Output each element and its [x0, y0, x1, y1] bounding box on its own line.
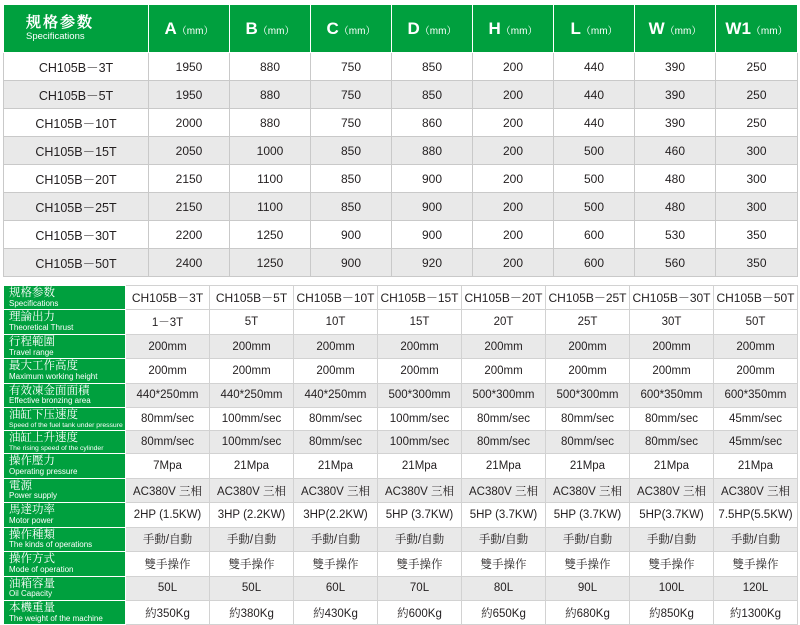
cell-b: 1250 — [230, 249, 311, 277]
cell-c: 900 — [311, 249, 392, 277]
cell-h: 200 — [473, 221, 554, 249]
cell-w: 390 — [635, 109, 716, 137]
dimensions-table-body — [4, 53, 798, 277]
spec-label-cn: 油缸上升速度 — [9, 432, 78, 445]
spec-value: 雙手操作 — [126, 552, 210, 576]
spec-label-cn: 油缸下压速度 — [9, 409, 78, 422]
spec-row-travel-range — [4, 334, 798, 358]
spec-label-en: Oil Capacity — [9, 589, 53, 599]
spec-label — [4, 478, 126, 502]
spec-value: 50T — [714, 310, 798, 334]
spec-value: AC380V 三相 — [714, 478, 798, 502]
spec-value: 1－3T — [126, 310, 210, 334]
spec-value: AC380V 三相 — [630, 478, 714, 502]
header-col-w-unit: （mm） — [664, 25, 702, 37]
row-model: CH105B－30T — [4, 221, 149, 249]
header-col-w — [635, 5, 716, 53]
spec-row-motor-power — [4, 503, 798, 527]
spec-value: 200mm — [210, 334, 294, 358]
spec-value: 21Mpa — [378, 454, 462, 478]
spec-row-theoretical-thrust — [4, 310, 798, 334]
spec-value: 60L — [294, 576, 378, 600]
spec-value: 手動/自動 — [210, 527, 294, 551]
spec-value: 5HP (3.7KW) — [462, 503, 546, 527]
header-col-c-unit: （mm） — [338, 25, 376, 37]
header-specifications-en: Specifications — [26, 31, 85, 43]
header-col-c-label: C — [326, 18, 339, 38]
spec-value: 手動/自動 — [546, 527, 630, 551]
spec-header-label — [4, 286, 126, 310]
header-col-a-label: A — [164, 18, 177, 38]
spec-label — [4, 334, 126, 358]
spec-value: 7.5HP(5.5KW) — [714, 503, 798, 527]
spec-value: AC380V 三相 — [462, 478, 546, 502]
spec-value: 100mm/sec — [210, 408, 294, 431]
spec-value: 440*250mm — [294, 383, 378, 407]
cell-l: 600 — [554, 221, 635, 249]
cell-w1: 300 — [716, 193, 798, 221]
spec-label — [4, 310, 126, 334]
cell-w1: 250 — [716, 109, 798, 137]
spec-value: 約350Kg — [126, 601, 210, 625]
spec-value: 約430Kg — [294, 601, 378, 625]
cell-c: 850 — [311, 193, 392, 221]
header-col-h-unit: （mm） — [500, 25, 538, 37]
header-col-l-unit: （mm） — [580, 25, 618, 37]
table-row — [4, 249, 798, 277]
spec-value: 80mm/sec — [546, 408, 630, 431]
table-row — [4, 165, 798, 193]
cell-h: 200 — [473, 137, 554, 165]
header-col-h-label: H — [488, 18, 501, 38]
spec-value: 440*250mm — [210, 383, 294, 407]
spec-value: 80mm/sec — [462, 408, 546, 431]
spec-value: 45mm/sec — [714, 408, 798, 431]
cell-a: 2050 — [149, 137, 230, 165]
spec-row-mode-of-operation — [4, 552, 798, 576]
spec-label — [4, 431, 126, 454]
spec-label-cn: 有效凍金面面積 — [9, 384, 90, 397]
cell-w1: 350 — [716, 221, 798, 249]
spec-row-operating-pressure — [4, 454, 798, 478]
row-model: CH105B－25T — [4, 193, 149, 221]
spec-label-en: Mode of operation — [9, 564, 74, 574]
cell-d: 880 — [392, 137, 473, 165]
spec-value: 90L — [546, 576, 630, 600]
cell-d: 920 — [392, 249, 473, 277]
spec-label-cn: 行程範圍 — [9, 335, 55, 348]
spec-value: 500*300mm — [546, 383, 630, 407]
spec-value: 手動/自動 — [378, 527, 462, 551]
spec-value: 手動/自動 — [294, 527, 378, 551]
spec-row-power-supply — [4, 478, 798, 502]
cell-c: 750 — [311, 81, 392, 109]
spec-label-cn: 本機重量 — [9, 602, 55, 615]
header-col-l-label: L — [570, 18, 581, 38]
spec-value: AC380V 三相 — [546, 478, 630, 502]
spec-value: 雙手操作 — [210, 552, 294, 576]
cell-w: 390 — [635, 53, 716, 81]
spec-value: 200mm — [126, 334, 210, 358]
cell-a: 2000 — [149, 109, 230, 137]
spec-value: 2HP (1.5KW) — [126, 503, 210, 527]
cell-l: 440 — [554, 81, 635, 109]
cell-b: 880 — [230, 109, 311, 137]
spec-value: 手動/自動 — [714, 527, 798, 551]
spec-value: 手動/自動 — [126, 527, 210, 551]
specifications-table — [3, 285, 798, 625]
dimensions-table-header — [4, 5, 798, 53]
cell-b: 1100 — [230, 193, 311, 221]
spec-value: 10T — [294, 310, 378, 334]
spec-row-cylinder-down-speed — [4, 408, 798, 431]
spec-value: 200mm — [546, 334, 630, 358]
cell-l: 440 — [554, 53, 635, 81]
spec-value: 3HP(2.2KW) — [294, 503, 378, 527]
cell-h: 200 — [473, 53, 554, 81]
spec-value: AC380V 三相 — [126, 478, 210, 502]
cell-a: 2200 — [149, 221, 230, 249]
spec-value: 3HP (2.2KW) — [210, 503, 294, 527]
row-model: CH105B－15T — [4, 137, 149, 165]
spec-label-cn: 最大工作高度 — [9, 360, 78, 373]
cell-w1: 250 — [716, 81, 798, 109]
spec-value: 7Mpa — [126, 454, 210, 478]
cell-l: 440 — [554, 109, 635, 137]
cell-d: 900 — [392, 165, 473, 193]
spec-label — [4, 503, 126, 527]
spec-label-cn: 油箱容量 — [9, 577, 55, 590]
spec-value: 21Mpa — [210, 454, 294, 478]
cell-a: 1950 — [149, 53, 230, 81]
spec-value: 600*350mm — [630, 383, 714, 407]
cell-c: 850 — [311, 137, 392, 165]
spec-value: 雙手操作 — [378, 552, 462, 576]
spec-value: 約380Kg — [210, 601, 294, 625]
table-row — [4, 53, 798, 81]
spec-label-en: Effective bronzing area — [9, 396, 91, 406]
spec-value: 手動/自動 — [462, 527, 546, 551]
model-header-1: CH105B－3T — [126, 286, 210, 310]
cell-l: 600 — [554, 249, 635, 277]
spec-value: 200mm — [546, 359, 630, 383]
table-row — [4, 81, 798, 109]
model-header-5: CH105B－20T — [462, 286, 546, 310]
spec-label-en: Motor power — [9, 515, 54, 525]
spec-value: 15T — [378, 310, 462, 334]
header-col-b-label: B — [245, 18, 258, 38]
cell-d: 900 — [392, 221, 473, 249]
model-header-4: CH105B－15T — [378, 286, 462, 310]
spec-label-cn: 操作種類 — [9, 528, 55, 541]
header-col-b — [230, 5, 311, 53]
spec-label-en: Maximum working height — [9, 371, 98, 381]
row-model: CH105B－5T — [4, 81, 149, 109]
spec-value: 5HP (3.7KW) — [378, 503, 462, 527]
spec-row-kinds-of-operations — [4, 527, 798, 551]
spec-value: 440*250mm — [126, 383, 210, 407]
spec-value: 500*300mm — [462, 383, 546, 407]
spec-value: 500*300mm — [378, 383, 462, 407]
table-header-row — [4, 5, 798, 53]
header-col-w1 — [716, 5, 798, 53]
spec-value: 80mm/sec — [630, 408, 714, 431]
spec-value: 50L — [126, 576, 210, 600]
header-col-w-label: W — [648, 18, 665, 38]
spec-label-en: The weight of the machine — [9, 613, 103, 623]
cell-b: 880 — [230, 81, 311, 109]
spec-value: 600*350mm — [714, 383, 798, 407]
spec-value: 200mm — [294, 359, 378, 383]
model-header-7: CH105B－30T — [630, 286, 714, 310]
spec-value: 21Mpa — [294, 454, 378, 478]
spec-value: 200mm — [630, 334, 714, 358]
cell-c: 850 — [311, 165, 392, 193]
spec-value: 200mm — [462, 334, 546, 358]
spec-sheet-page — [0, 4, 800, 623]
spec-value: 120L — [714, 576, 798, 600]
spec-value: 30T — [630, 310, 714, 334]
header-col-w1-unit: （mm） — [750, 25, 788, 37]
header-col-d — [392, 5, 473, 53]
spec-value: AC380V 三相 — [210, 478, 294, 502]
spec-value: AC380V 三相 — [294, 478, 378, 502]
spec-value: 約650Kg — [462, 601, 546, 625]
spec-value: 200mm — [630, 359, 714, 383]
spec-value: 80L — [462, 576, 546, 600]
spec-value: 約600Kg — [378, 601, 462, 625]
cell-w1: 250 — [716, 53, 798, 81]
spec-value: 80mm/sec — [126, 408, 210, 431]
spec-label-cn: 操作壓力 — [9, 455, 55, 468]
spec-value: 雙手操作 — [546, 552, 630, 576]
row-model: CH105B－3T — [4, 53, 149, 81]
spec-value: 100mm/sec — [210, 431, 294, 454]
spec-label — [4, 359, 126, 383]
spec-label-cn: 馬達功率 — [9, 504, 55, 517]
cell-b: 1000 — [230, 137, 311, 165]
spec-value: 雙手操作 — [630, 552, 714, 576]
model-header-8: CH105B－50T — [714, 286, 798, 310]
cell-c: 750 — [311, 53, 392, 81]
spec-value: 5HP(3.7KW) — [630, 503, 714, 527]
spec-value: 200mm — [378, 359, 462, 383]
cell-w: 460 — [635, 137, 716, 165]
spec-row-oil-capacity — [4, 576, 798, 600]
table-row — [4, 137, 798, 165]
cell-w1: 350 — [716, 249, 798, 277]
spec-value: 200mm — [462, 359, 546, 383]
spec-label-en: The kinds of operations — [9, 540, 93, 550]
cell-b: 1250 — [230, 221, 311, 249]
cell-w: 480 — [635, 193, 716, 221]
spec-label-en: Operating pressure — [9, 467, 78, 477]
spec-value: 雙手操作 — [294, 552, 378, 576]
header-col-l — [554, 5, 635, 53]
cell-w: 560 — [635, 249, 716, 277]
spec-label-cn: 理論出力 — [9, 311, 55, 324]
spec-value: 200mm — [126, 359, 210, 383]
spec-value: 45mm/sec — [714, 431, 798, 454]
spec-value: 200mm — [714, 334, 798, 358]
specifications-table-body — [4, 286, 798, 625]
spec-value: 200mm — [714, 359, 798, 383]
spec-value: 約850Kg — [630, 601, 714, 625]
cell-h: 200 — [473, 249, 554, 277]
dimensions-table — [3, 4, 798, 277]
row-model: CH105B－50T — [4, 249, 149, 277]
header-col-a — [149, 5, 230, 53]
spec-value: 20T — [462, 310, 546, 334]
cell-w: 530 — [635, 221, 716, 249]
spec-label — [4, 383, 126, 407]
spec-value: 100L — [630, 576, 714, 600]
cell-h: 200 — [473, 193, 554, 221]
spec-label-en: Speed of the fuel tank under pressure — [9, 421, 123, 429]
spec-value: 約680Kg — [546, 601, 630, 625]
spec-value: 手動/自動 — [630, 527, 714, 551]
spec-row-max-working-height — [4, 359, 798, 383]
header-col-w1-label: W1 — [725, 18, 751, 38]
spec-value: 21Mpa — [462, 454, 546, 478]
cell-h: 200 — [473, 165, 554, 193]
cell-b: 880 — [230, 53, 311, 81]
spec-value: 80mm/sec — [462, 431, 546, 454]
spec-value: 200mm — [210, 359, 294, 383]
spec-value: 200mm — [294, 334, 378, 358]
spec-value: 5T — [210, 310, 294, 334]
cell-a: 2150 — [149, 165, 230, 193]
spec-row-cylinder-rise-speed — [4, 431, 798, 454]
table-row — [4, 193, 798, 221]
row-model: CH105B－10T — [4, 109, 149, 137]
row-model: CH105B－20T — [4, 165, 149, 193]
cell-d: 900 — [392, 193, 473, 221]
spec-label-cn: 電源 — [9, 479, 32, 492]
cell-c: 750 — [311, 109, 392, 137]
spec-label-en: Theoretical Thrust — [9, 323, 74, 333]
spec-label-en: The rising speed of the cylinder — [9, 444, 104, 452]
header-col-b-unit: （mm） — [257, 25, 295, 37]
spec-header-label-en: Specifications — [9, 298, 59, 308]
model-header-2: CH105B－5T — [210, 286, 294, 310]
spec-value: 80mm/sec — [294, 431, 378, 454]
cell-h: 200 — [473, 81, 554, 109]
cell-c: 900 — [311, 221, 392, 249]
spec-header-label-cn: 规格参数 — [9, 287, 55, 299]
spec-label — [4, 527, 126, 551]
cell-a: 2400 — [149, 249, 230, 277]
header-col-c — [311, 5, 392, 53]
spec-value: 80mm/sec — [126, 431, 210, 454]
header-col-a-unit: （mm） — [176, 25, 214, 37]
spec-value: 21Mpa — [714, 454, 798, 478]
spec-value: 21Mpa — [630, 454, 714, 478]
spec-value: 雙手操作 — [462, 552, 546, 576]
cell-w1: 300 — [716, 165, 798, 193]
cell-l: 500 — [554, 165, 635, 193]
cell-d: 850 — [392, 81, 473, 109]
header-col-d-label: D — [407, 18, 420, 38]
cell-w: 480 — [635, 165, 716, 193]
cell-l: 500 — [554, 193, 635, 221]
spec-label — [4, 408, 126, 431]
table-row — [4, 109, 798, 137]
spec-value: 70L — [378, 576, 462, 600]
spec-value: 25T — [546, 310, 630, 334]
spec-row-machine-weight — [4, 601, 798, 625]
spec-value: 21Mpa — [546, 454, 630, 478]
spec-value: 80mm/sec — [546, 431, 630, 454]
header-specifications — [4, 5, 149, 53]
cell-d: 860 — [392, 109, 473, 137]
model-header-6: CH105B－25T — [546, 286, 630, 310]
spec-row-effective-bronzing-area — [4, 383, 798, 407]
cell-b: 1100 — [230, 165, 311, 193]
cell-w1: 300 — [716, 137, 798, 165]
spec-label — [4, 454, 126, 478]
spec-label-cn: 操作方式 — [9, 553, 55, 566]
spec-value: 80mm/sec — [630, 431, 714, 454]
spec-label — [4, 552, 126, 576]
spec-value: 5HP (3.7KW) — [546, 503, 630, 527]
table-row — [4, 221, 798, 249]
spec-value: 80mm/sec — [294, 408, 378, 431]
spec-value: 200mm — [378, 334, 462, 358]
spec-label-en: Travel range — [9, 347, 54, 357]
spec-value: 約1300Kg — [714, 601, 798, 625]
spec-value: 雙手操作 — [714, 552, 798, 576]
table-header-row — [4, 286, 798, 310]
cell-a: 1950 — [149, 81, 230, 109]
cell-d: 850 — [392, 53, 473, 81]
header-col-d-unit: （mm） — [419, 25, 457, 37]
cell-l: 500 — [554, 137, 635, 165]
spec-value: 100mm/sec — [378, 408, 462, 431]
cell-a: 2150 — [149, 193, 230, 221]
model-header-3: CH105B－10T — [294, 286, 378, 310]
cell-h: 200 — [473, 109, 554, 137]
spec-value: AC380V 三相 — [378, 478, 462, 502]
spec-value: 50L — [210, 576, 294, 600]
cell-w: 390 — [635, 81, 716, 109]
spec-label-en: Power supply — [9, 491, 58, 501]
header-specifications-cn: 规格参数 — [26, 14, 95, 32]
spec-label — [4, 601, 126, 625]
spec-label — [4, 576, 126, 600]
header-col-h — [473, 5, 554, 53]
spec-value: 100mm/sec — [378, 431, 462, 454]
